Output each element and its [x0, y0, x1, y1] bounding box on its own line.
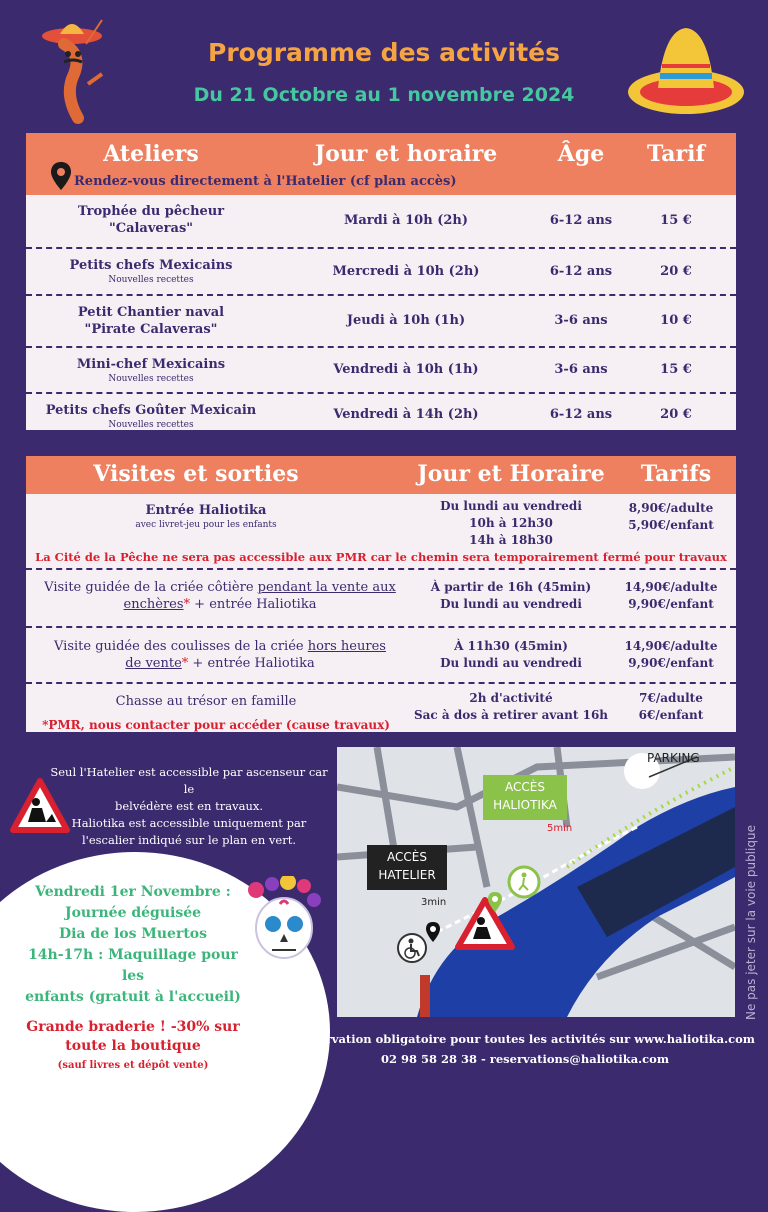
ateliers-col-price: Tarif: [647, 141, 705, 167]
atelier-schedule: Vendredi à 14h (2h): [333, 407, 479, 422]
atelier-age: 6-12 ans: [549, 263, 613, 279]
visite-text: Visite guidée des coulisses de la criée: [54, 639, 308, 654]
atelier-row: [26, 394, 736, 436]
sale-title: Grande braderie ! -30% sur: [26, 1019, 240, 1035]
ateliers-rows: [26, 195, 736, 436]
shrimp-mascot-icon: [34, 14, 106, 126]
map-label-text: ACCÈS: [505, 780, 545, 794]
event-title: Journée déguisée: [64, 905, 202, 921]
visite-schedule: 10h à 12h30: [469, 516, 553, 530]
atelier-age: 6-12 ans: [549, 213, 613, 228]
atelier-name: Petits chefs Mexicains: [69, 258, 233, 273]
map-label-text: ACCÈS: [387, 850, 427, 864]
atelier-price: 15 €: [660, 213, 692, 228]
map-pin-icon: [425, 921, 441, 943]
access-map: [337, 747, 735, 1017]
visite-schedule: Du lundi au vendredi: [440, 656, 582, 670]
atelier-note: Nouvelles recettes: [108, 374, 194, 384]
atelier-name-cell: [26, 356, 276, 385]
atelier-age: 3-6 ans: [554, 313, 608, 328]
visite-schedule: Du lundi au vendredi: [440, 499, 582, 513]
visite-text: enchères: [123, 597, 184, 612]
map-label-hatelier: [367, 845, 447, 890]
event-subtitle: Dia de los Muertos: [58, 926, 208, 942]
atelier-name: Petit Chantier naval: [77, 305, 225, 320]
event-detail: 14h-17h : Maquillage pour les: [28, 947, 238, 984]
atelier-schedule: Vendredi à 10h (1h): [333, 362, 479, 377]
ateliers-col-name: Ateliers: [103, 141, 199, 167]
ateliers-header: [26, 133, 736, 195]
visite-text: + entrée Haliotika: [190, 597, 317, 612]
ateliers-col-age: Âge: [557, 141, 605, 167]
visite-row-coulisses: [26, 628, 736, 684]
atelier-note: Nouvelles recettes: [108, 275, 194, 285]
map-label-text: HALIOTIKA: [493, 798, 557, 812]
sale-title: toute la boutique: [65, 1038, 201, 1054]
event-date: Vendredi 1er Novembre :: [35, 884, 231, 900]
atelier-name-sub: "Pirate Calaveras": [84, 322, 218, 337]
visite-schedule: Sac à dos à retirer avant 16h: [413, 708, 609, 722]
footer-reservation: Réservation obligatoire pour toutes les activités sur www.haliotika.com: [295, 1032, 755, 1046]
access-note: l'escalier indiqué sur le plan en vert.: [81, 833, 296, 847]
visite-price: 6€/enfant: [638, 708, 704, 722]
atelier-schedule: Jeudi à 10h (1h): [346, 313, 466, 328]
atelier-schedule: Mardi à 10h (2h): [343, 213, 469, 228]
pmr-contact-note: *PMR, nous contacter pour accéder (cause travaux): [42, 718, 390, 732]
visite-schedule: 2h d'activité: [469, 691, 553, 705]
asterisk: *: [183, 597, 191, 612]
visite-price: 9,90€/enfant: [628, 656, 714, 670]
atelier-age: 3-6 ans: [554, 362, 608, 377]
map-time-label: 5min: [547, 823, 573, 834]
visite-price: 7€/adulte: [639, 691, 703, 705]
access-note: Seul l'Hatelier est accessible par ascenseur car le: [50, 765, 328, 796]
atelier-name-cell: [26, 402, 276, 431]
visite-text: de vente: [125, 656, 182, 671]
visite-note: avec livret-jeu pour les enfants: [135, 520, 277, 530]
atelier-row: [26, 348, 736, 394]
page-subtitle: Du 21 Octobre au 1 novembre 2024: [193, 84, 575, 106]
calavera-skull-icon: [244, 876, 324, 976]
sale-note: (sauf livres et dépôt vente): [57, 1060, 209, 1071]
visite-schedule: 14h à 18h30: [469, 533, 553, 547]
visite-price: 5,90€/enfant: [628, 518, 714, 532]
visite-price: 14,90€/adulte: [624, 639, 718, 653]
side-note: Ne pas jeter sur la voie publique: [744, 825, 758, 1020]
visites-col-name: Visites et sorties: [93, 461, 299, 487]
access-note: belvédère est en travaux.: [114, 799, 263, 813]
atelier-row: [26, 195, 736, 249]
atelier-name: Trophée du pêcheur: [77, 204, 225, 219]
visite-name: Chasse au trésor en famille: [115, 694, 297, 709]
atelier-name: Mini-chef Mexicains: [76, 357, 226, 372]
visites-col-schedule: Jour et Horaire: [417, 461, 605, 487]
wheelchair-icon: [397, 933, 427, 963]
atelier-name-sub: "Calaveras": [108, 221, 194, 236]
visite-text: hors heures: [307, 639, 386, 654]
visite-text: pendant la vente aux: [257, 580, 396, 595]
visite-row-entree: [26, 494, 736, 570]
atelier-schedule: Mercredi à 10h (2h): [332, 263, 480, 279]
atelier-name-cell: [26, 203, 276, 237]
atelier-price: 20 €: [660, 407, 692, 422]
atelier-name: Petits chefs Goûter Mexicain: [45, 403, 257, 418]
map-label-parking: PARKING: [647, 751, 700, 765]
atelier-price: 20 €: [660, 263, 692, 279]
visite-price: 9,90€/enfant: [628, 597, 714, 611]
visite-text: Visite guidée de la criée côtière: [44, 580, 258, 595]
visite-schedule: Du lundi au vendredi: [440, 597, 582, 611]
asterisk: *: [181, 656, 189, 671]
atelier-price: 15 €: [660, 362, 692, 377]
visite-name: Entrée Haliotika: [145, 503, 267, 518]
visites-table: [26, 456, 736, 732]
visite-price: 8,90€/adulte: [628, 501, 714, 515]
atelier-row: [26, 249, 736, 296]
stairs-walker-icon: [507, 865, 541, 899]
visite-text: + entrée Haliotika: [188, 656, 315, 671]
atelier-note: Nouvelles recettes: [108, 420, 194, 430]
location-note: Rendez-vous directement à l'Hatelier (cf plan accès): [74, 174, 457, 189]
visite-row-chasse: [26, 684, 736, 734]
atelier-price: 10 €: [660, 313, 692, 328]
ateliers-col-schedule: Jour et horaire: [314, 141, 498, 167]
page-title: Programme des activités: [208, 38, 560, 67]
map-roadworks-icon: [455, 897, 515, 951]
visite-schedule: À 11h30 (45min): [454, 639, 568, 653]
visite-schedule: À partir de 16h (45min): [430, 580, 592, 594]
atelier-age: 6-12 ans: [549, 407, 613, 422]
event-detail: enfants (gratuit à l'accueil): [25, 989, 241, 1005]
map-pin-green-icon: [487, 891, 503, 913]
event-block: [18, 882, 248, 1075]
visites-header: [26, 456, 736, 494]
map-pin-icon: [50, 161, 72, 191]
atelier-name-cell: [26, 257, 276, 286]
map-label-haliotika: [483, 775, 567, 820]
visite-price: 14,90€/adulte: [624, 580, 718, 594]
atelier-name-cell: [26, 304, 276, 338]
footer-contact: 02 98 58 28 38 - reservations@haliotika.com: [380, 1052, 670, 1066]
ateliers-table: [26, 133, 736, 430]
map-time-label: 3min: [421, 897, 447, 908]
access-note: Haliotika est accessible uniquement par: [71, 816, 307, 830]
visite-row-criee: [26, 570, 736, 628]
pmr-warning: La Cité de la Pêche ne sera pas accessible aux PMR car le chemin sera temporairement fermé pour travaux: [35, 550, 727, 564]
map-label-text: HATELIER: [378, 868, 436, 882]
visites-col-price: Tarifs: [640, 461, 712, 487]
atelier-row: [26, 296, 736, 348]
